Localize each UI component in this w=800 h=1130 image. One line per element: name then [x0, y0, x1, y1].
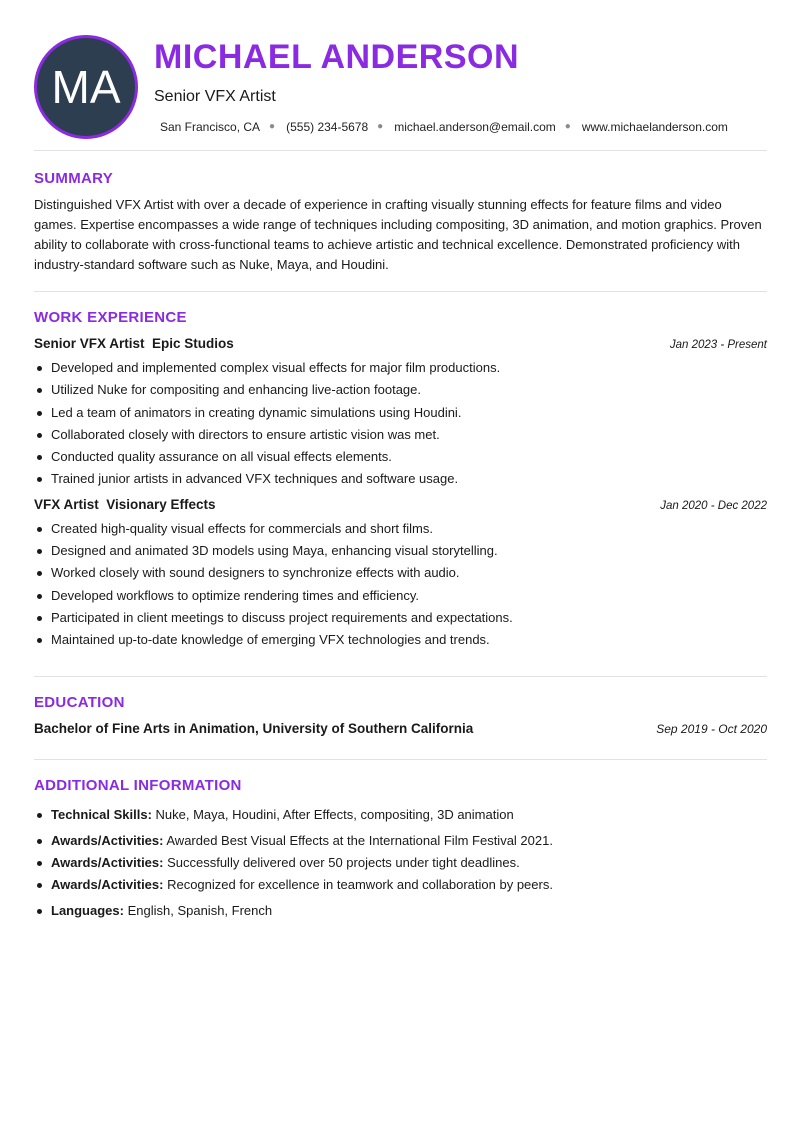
contact-email[interactable]: michael.anderson@email.com: [394, 120, 556, 134]
item-text: Successfully delivered over 50 projects under tight deadlines.: [163, 854, 520, 870]
list-item: [34, 852, 767, 874]
work-experience-section: [34, 292, 767, 676]
section-title: SUMMARY: [34, 170, 114, 187]
list-item: Collaborated closely with directors to ensure artistic vision was met.: [34, 424, 767, 446]
section-title: ADDITIONAL INFORMATION: [34, 776, 242, 794]
item-text: English, Spanish, French: [123, 902, 273, 918]
additional-info-section: [34, 760, 767, 922]
resume-header: [34, 0, 767, 150]
list-item: Designed and animated 3D models using Maya, enhancing visual storytelling.: [34, 540, 767, 562]
job-bullets: [34, 518, 767, 652]
job-entry: [34, 336, 767, 491]
list-item: Utilized Nuke for compositing and enhancing live-action footage.: [34, 379, 767, 401]
education-degree: Bachelor of Fine Arts in Animation, University of Southern California: [34, 720, 474, 736]
list-item: Developed and implemented complex visual effects for major film productions.: [34, 357, 767, 379]
list-item: [34, 900, 767, 922]
candidate-role: Senior VFX Artist: [154, 88, 276, 105]
candidate-name: MICHAEL ANDERSON: [154, 38, 520, 76]
item-text: Nuke, Maya, Houdini, After Effects, compositing, 3D animation: [151, 806, 514, 822]
avatar: [34, 35, 138, 139]
job-header: [34, 336, 767, 351]
list-item: Developed workflows to optimize rendering times and efficiency.: [34, 585, 767, 607]
list-item: Maintained up-to-date knowledge of emerging VFX technologies and trends.: [34, 629, 767, 651]
separator-dot-icon: ●: [377, 121, 384, 132]
item-label: Awards/Activities:: [51, 876, 164, 892]
summary-section: [34, 151, 767, 291]
job-entry: [34, 497, 767, 652]
resume-page: [34, 0, 767, 922]
additional-info-list: [34, 804, 767, 922]
list-item: Led a team of animators in creating dynamic simulations using Houdini.: [34, 402, 767, 424]
item-label: Languages:: [51, 902, 124, 918]
education-section: [34, 677, 767, 759]
list-item: Created high-quality visual effects for commercials and short films.: [34, 518, 767, 540]
job-header: [34, 497, 767, 512]
list-item: Participated in client meetings to discuss project requirements and expectations.: [34, 607, 767, 629]
section-title: WORK EXPERIENCE: [34, 309, 187, 326]
education-entry: [34, 721, 767, 736]
item-text: Recognized for excellence in teamwork and collaboration by peers.: [163, 876, 553, 892]
list-item: [34, 874, 767, 896]
item-label: Technical Skills:: [51, 806, 152, 822]
separator-dot-icon: ●: [564, 121, 571, 132]
job-date: Jan 2023 - Present: [669, 339, 767, 351]
contact-info: [160, 120, 728, 134]
separator-dot-icon: ●: [269, 121, 276, 132]
avatar-initials: MA: [51, 61, 121, 113]
list-item: Conducted quality assurance on all visual effects elements.: [34, 446, 767, 468]
job-title: Senior VFX Artist Epic Studios: [34, 336, 234, 351]
education-date: Sep 2019 - Oct 2020: [656, 721, 767, 736]
job-bullets: [34, 357, 767, 491]
summary-text: Distinguished VFX Artist with over a decade of experience in crafting visually stunning effects for feature films and video games. Expertise encompasses a wide range of techniques including compositing, 3D animation, and motion graphics. Proven ability to collaborate with cross-functional teams to achieve artistic and technical excellence. Demonstrated proficiency with industry-standard software such as Nuke, Maya, and Houdini.: [34, 197, 762, 272]
job-title: VFX Artist Visionary Effects: [34, 496, 216, 512]
contact-website[interactable]: www.michaelanderson.com: [581, 120, 728, 134]
list-item: [34, 830, 767, 852]
list-item: [34, 804, 767, 826]
list-item: Trained junior artists in advanced VFX techniques and software usage.: [34, 468, 767, 490]
item-label: Awards/Activities:: [51, 832, 164, 848]
contact-phone: (555) 234-5678: [286, 120, 369, 134]
item-text: Awarded Best Visual Effects at the International Film Festival 2021.: [163, 832, 553, 848]
list-item: Worked closely with sound designers to synchronize effects with audio.: [34, 562, 767, 584]
item-label: Awards/Activities:: [51, 854, 164, 870]
contact-location: San Francisco, CA: [160, 120, 261, 134]
job-date: Jan 2020 - Dec 2022: [660, 499, 767, 512]
section-title: EDUCATION: [34, 693, 125, 711]
